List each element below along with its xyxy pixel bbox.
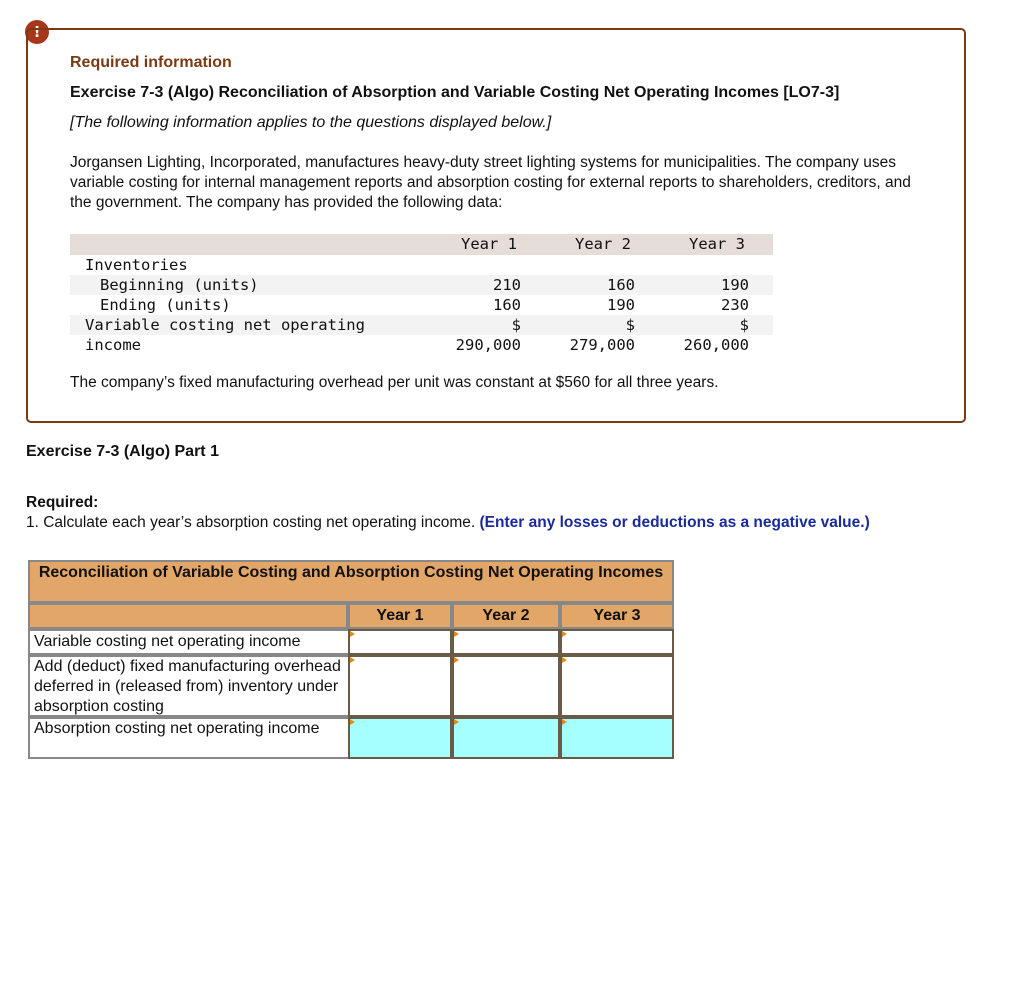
inventories-row (70, 255, 773, 275)
overhead-adjustment-input-year-1[interactable] (348, 655, 452, 717)
required-instruction-text: 1. Calculate each year’s absorption costing net operating income. (26, 514, 476, 531)
ending-year-3: 230 (721, 296, 749, 314)
reconciliation-table-title: Reconciliation of Variable Costing and Absorption Costing Net Operating Incomes (28, 560, 674, 603)
required-information-heading: Required information (70, 54, 232, 71)
currency-year-1: $ (511, 316, 521, 334)
given-data-table (70, 234, 773, 355)
vc-income-year-3: 260,000 (683, 336, 749, 354)
overhead-adjustment-input-year-2[interactable] (452, 655, 560, 717)
year-3-header: Year 3 (689, 235, 745, 253)
exercise-title: Exercise 7-3 (Algo) Reconciliation of Absorption and Variable Costing Net Operating Incomes [LO7-3] (70, 84, 840, 101)
overhead-adjustment-input-year-3[interactable] (560, 655, 674, 717)
ending-units-label: Ending (units) (100, 296, 231, 314)
year-2-header: Year 2 (575, 235, 631, 253)
row-label-overhead-adjustment: Add (deduct) fixed manufacturing overhead deferred in (released from) inventory under absorption costing (28, 655, 348, 717)
data-table-header (70, 234, 773, 255)
beginning-year-1: 210 (493, 276, 521, 294)
absorption-income-input-year-2[interactable] (452, 717, 560, 759)
vc-income-year-1: 290,000 (455, 336, 521, 354)
absorption-income-input-year-1[interactable] (348, 717, 452, 759)
vc-income-row-1 (70, 315, 773, 335)
vc-income-input-year-2[interactable] (452, 629, 560, 655)
required-instruction (26, 514, 870, 532)
currency-year-2: $ (625, 316, 635, 334)
vc-income-label-line-2: income (85, 336, 141, 354)
vc-income-year-2: 279,000 (569, 336, 635, 354)
vc-income-label-line-1: Variable costing net operating (85, 316, 365, 334)
label-column-header (28, 603, 348, 629)
beginning-year-2: 160 (607, 276, 635, 294)
ending-units-row (70, 295, 773, 315)
row-label-vc-income: Variable costing net operating income (28, 629, 348, 655)
required-label: Required: (26, 494, 99, 511)
beginning-units-row (70, 275, 773, 295)
alert-icon: ! (25, 20, 49, 44)
part-title: Exercise 7-3 (Algo) Part 1 (26, 443, 219, 460)
beginning-year-3: 190 (721, 276, 749, 294)
beginning-units-label: Beginning (units) (100, 276, 259, 294)
required-hint: (Enter any losses or deductions as a negative value.) (479, 514, 870, 531)
ending-year-1: 160 (493, 296, 521, 314)
vc-income-row-2 (70, 335, 773, 355)
column-header-year-3: Year 3 (560, 603, 674, 629)
vc-income-input-year-3[interactable] (560, 629, 674, 655)
row-label-absorption-income: Absorption costing net operating income (28, 717, 348, 759)
currency-year-3: $ (739, 316, 749, 334)
exercise-note: [The following information applies to the questions displayed below.] (70, 114, 552, 131)
column-header-year-2: Year 2 (452, 603, 560, 629)
year-1-header: Year 1 (461, 235, 517, 253)
absorption-income-input-year-3[interactable] (560, 717, 674, 759)
inventories-label: Inventories (85, 256, 188, 274)
vc-income-input-year-1[interactable] (348, 629, 452, 655)
problem-intro-text: Jorgansen Lighting, Incorporated, manufactures heavy-duty street lighting systems for municipalities. The company uses variable costing for internal management reports and absorption costing for external reports to shareholders, creditors, and the government. The company has provided the following data: (70, 154, 911, 211)
ending-year-2: 190 (607, 296, 635, 314)
column-header-year-1: Year 1 (348, 603, 452, 629)
fixed-overhead-note: The company’s fixed manufacturing overhead per unit was constant at $560 for all three years. (70, 374, 719, 391)
